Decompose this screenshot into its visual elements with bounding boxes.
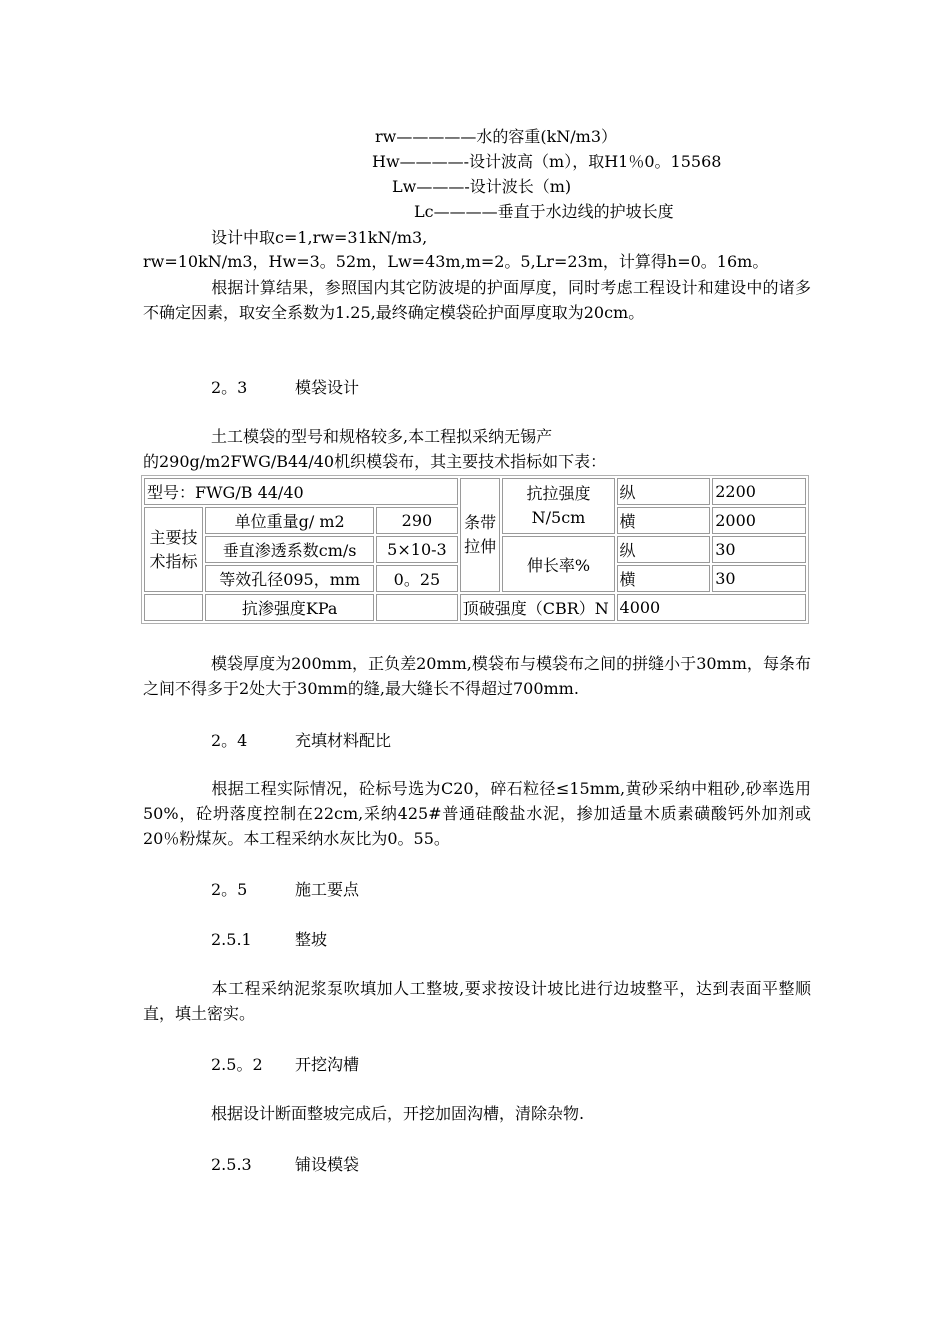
bag-paragraph: 模袋厚度为200mm，正负差20mm,模袋布与模袋布之间的拼缝小于30mm，每条布之间不得多于2处大于30mm的缝,最大缝长不得超过700mm.: [143, 654, 811, 698]
table-empty-cell: [144, 594, 203, 621]
section-2-5-heading: 2。5 施工要点: [211, 880, 360, 899]
table-tensile-label: 抗拉强度N/5cm: [502, 478, 614, 534]
result-paragraph: 根据计算结果，参照国内其它防波堤的护面厚度，同时考虑工程设计和建设中的诸多不确定因素，取安全系数为1.25,最终确定模袋砼护面厚度取为20cm。: [143, 278, 811, 322]
var-hw: Hw————-设计波高（m），取H1％0。15568: [372, 152, 722, 171]
table-model: 型号：FWG/B 44/40: [144, 478, 458, 505]
table-permeability-value: 5×10-3: [376, 536, 458, 563]
var-lw: Lw———-设计波长（m): [392, 177, 572, 196]
calc-line-1: 设计中取c=1,rw=31kN/m3,: [211, 228, 428, 247]
table-pore-label: 等效孔径095，mm: [205, 565, 374, 592]
s24-paragraph: 根据工程实际情况，砼标号选为C20，碎石粒径≤15mm,黄砂采纳中粗砂,砂率选用50%，砼坍落度控制在22cm,采纳425#普通硅酸盐水泥，掺加适量木质素磺酸钙外加剂或20％粉煤灰。本工程采纳水灰比为0。55。: [143, 779, 811, 848]
table-unit-weight-label: 单位重量g/ m2: [205, 507, 374, 534]
table-dir-long-2: 纵: [617, 536, 711, 563]
table-burst-value: 4000: [617, 594, 806, 621]
table-dir-trans-2: 横: [617, 565, 711, 592]
s251-paragraph: 本工程采纳泥浆泵吹填加人工整坡,要求按设计坡比进行边坡整平，达到表面平整顺直，填土密实。: [143, 979, 811, 1023]
table-antiseep-value: [376, 594, 458, 621]
s23-intro-line-2: 的290g/m2FWG/B44/40机织模袋布，其主要技术指标如下表：: [143, 452, 607, 471]
table-tensile-trans: 2000: [712, 507, 806, 534]
table-elong-label: 伸长率%: [502, 536, 614, 592]
table-strip-label: 条带拉伸: [460, 478, 501, 592]
spec-table: [141, 475, 809, 624]
s23-intro-line-1: 土工模袋的型号和规格较多,本工程拟采纳无锡产: [211, 427, 553, 446]
table-tensile-long: 2200: [712, 478, 806, 505]
table-burst-label: 顶破强度（CBR）N: [460, 594, 615, 621]
section-2-4-heading: 2。4 充填材料配比: [211, 731, 392, 750]
table-main-label: 主要技术指标: [144, 507, 203, 592]
s252-paragraph: 根据设计断面整坡完成后，开挖加固沟槽，清除杂物.: [211, 1104, 585, 1123]
section-2-5-2-heading: 2.5。2 开挖沟槽: [211, 1055, 360, 1074]
calc-line-2: rw=10kN/m3，Hw=3。52m，Lw=43m,m=2。5,Lr=23m，计算得h=0。16m。: [143, 252, 769, 271]
section-2-3-heading: 2。3 模袋设计: [211, 378, 360, 397]
var-lc: Lc————垂直于水边线的护坡长度: [414, 202, 674, 221]
table-antiseep-label: 抗渗强度KPa: [205, 594, 374, 621]
table-unit-weight-value: 290: [376, 507, 458, 534]
table-dir-trans: 横: [617, 507, 711, 534]
table-pore-value: 0。25: [376, 565, 458, 592]
section-2-5-3-heading: 2.5.3 铺设模袋: [211, 1155, 360, 1174]
var-rw: rw—————水的容重(kN/m3）: [375, 127, 618, 146]
table-elong-long: 30: [712, 536, 806, 563]
table-permeability-label: 垂直渗透系数cm/s: [205, 536, 374, 563]
table-elong-trans: 30: [712, 565, 806, 592]
table-dir-long: 纵: [617, 478, 711, 505]
section-2-5-1-heading: 2.5.1 整坡: [211, 930, 328, 949]
